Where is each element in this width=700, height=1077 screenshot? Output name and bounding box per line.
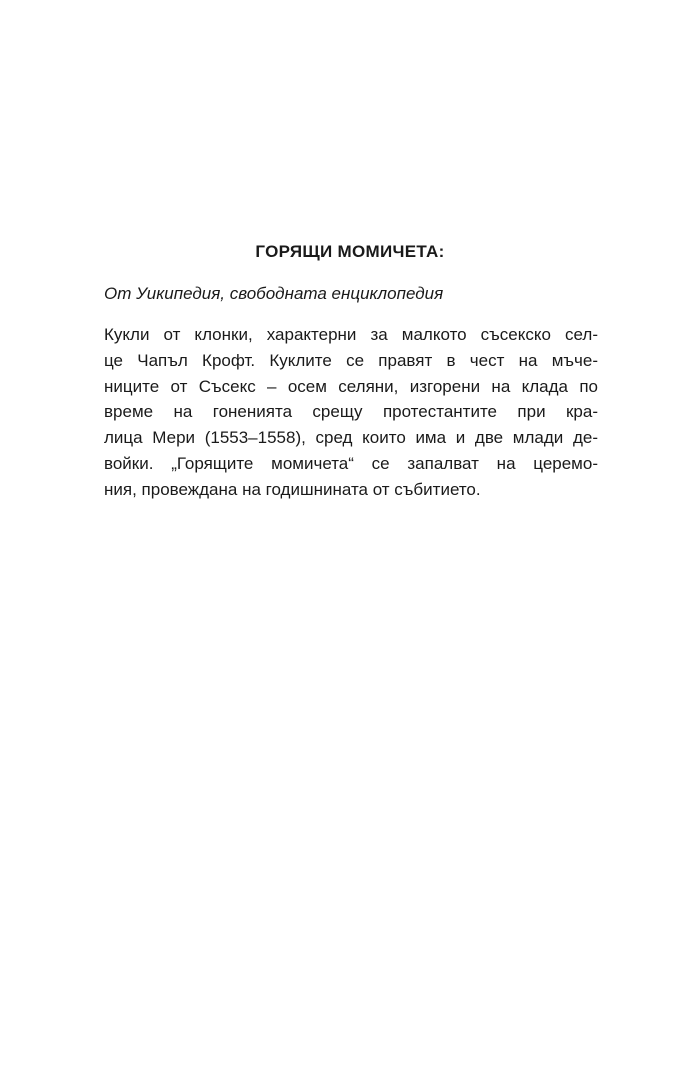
paragraph-line: време на гоненията срещу протестантите при кра- bbox=[104, 402, 598, 422]
paragraph-line: ниците от Съсекс – осем селяни, изгорени на клада по bbox=[104, 376, 598, 396]
paragraph-line: лица Мери (1553–1558), сред които има и две млади де- bbox=[104, 428, 598, 448]
paragraph-line: Кукли от клонки, характерни за малкото съсекско сел- bbox=[104, 325, 598, 344]
paragraph-line: войки. „Горящите момичета“ се запалват на церемо- bbox=[104, 453, 598, 473]
paragraph-line: ния, провеждана на годишнината от събитието. bbox=[104, 479, 481, 499]
section-heading: ГОРЯЩИ МОМИЧЕТА: bbox=[255, 242, 445, 261]
paragraph-line: це Чапъл Крофт. Куклите се правят в чест на мъче- bbox=[104, 350, 598, 370]
source-line: От Уикипедия, свободната енциклопедия bbox=[104, 284, 444, 303]
body-paragraph bbox=[104, 322, 598, 503]
